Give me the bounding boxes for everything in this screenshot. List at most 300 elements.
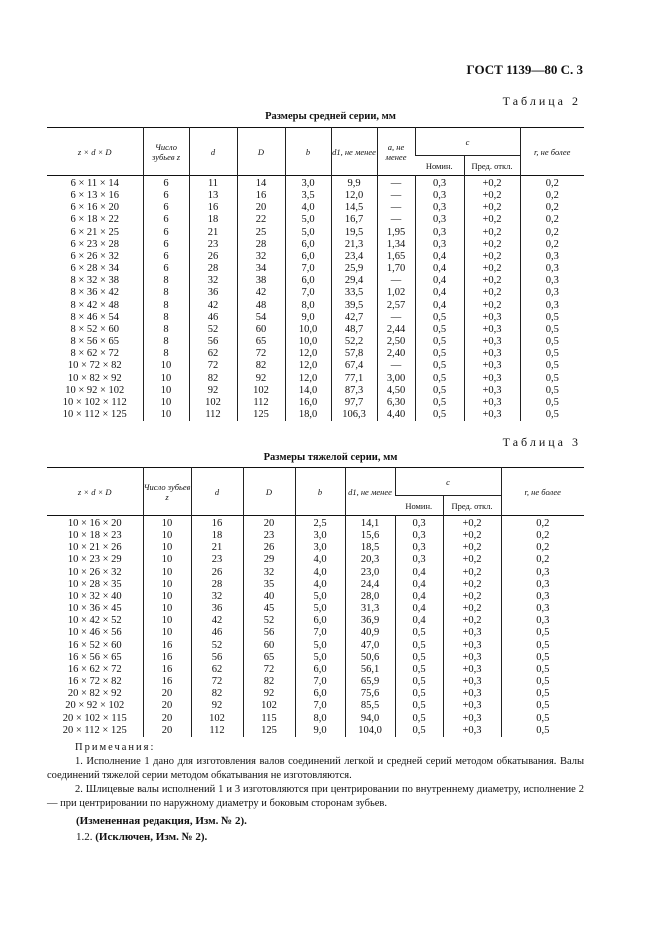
table-cell: 9,9 — [331, 176, 377, 191]
table-cell: 0,2 — [520, 190, 584, 202]
table-cell: 8 — [143, 336, 189, 348]
table-cell: 23 — [191, 554, 243, 566]
table-cell: 28 — [191, 579, 243, 591]
table-row — [47, 360, 584, 372]
table-cell: 18 — [191, 530, 243, 542]
table-cell: 0,5 — [520, 397, 584, 409]
table-cell: 6 × 26 × 32 — [70, 250, 120, 262]
table3-body — [47, 516, 584, 737]
edit-note-2-number: 1.2. — [76, 831, 93, 843]
table-cell: 12,0 — [331, 190, 377, 202]
table-cell: 10 — [143, 409, 189, 421]
table-cell: 72 — [243, 664, 295, 676]
table-cell: 28,0 — [345, 591, 395, 603]
table-cell: 72 — [189, 360, 237, 372]
table-cell: 0,2 — [501, 530, 584, 542]
table-row — [47, 567, 584, 579]
table-cell: 3,5 — [285, 190, 331, 202]
table-cell: 20 × 92 × 102 — [65, 700, 125, 712]
table-cell: 0,5 — [520, 360, 584, 372]
table-cell: 0,3 — [520, 287, 584, 299]
table-cell: 23,0 — [345, 567, 395, 579]
table-cell: 92 — [189, 385, 237, 397]
table-cell: — — [377, 360, 415, 372]
table-cell: — — [377, 312, 415, 324]
table-cell: 3,0 — [295, 542, 345, 554]
table-cell: 0,4 — [415, 263, 464, 275]
table-cell: 10 × 18 × 23 — [67, 530, 122, 542]
table-cell: 6 × 16 × 20 — [70, 202, 120, 214]
table-cell: 39,5 — [331, 300, 377, 312]
col-d: d — [189, 128, 237, 176]
table-cell: 0,5 — [395, 652, 443, 664]
table-cell: +0,3 — [443, 640, 501, 652]
table-cell: 8,0 — [285, 300, 331, 312]
table-cell: 52 — [189, 324, 237, 336]
table-cell: 7,0 — [295, 627, 345, 639]
table-cell: 7,0 — [285, 263, 331, 275]
table-cell: 20,3 — [345, 554, 395, 566]
table-cell: 8 × 62 × 72 — [70, 348, 120, 360]
table-cell: 20 × 112 × 125 — [62, 724, 127, 736]
table-cell: 6 × 18 × 22 — [70, 214, 120, 226]
table-cell: 42 — [191, 615, 243, 627]
table-cell: 102 — [237, 385, 285, 397]
table-cell: +0,2 — [443, 530, 501, 542]
table-row — [47, 409, 584, 421]
table-cell: 0,5 — [395, 725, 443, 737]
table-cell: 23,4 — [331, 251, 377, 263]
col-zdD: z × d × D — [77, 486, 112, 497]
table-cell: +0,2 — [443, 542, 501, 554]
table-cell: — — [377, 214, 415, 226]
table-cell: +0,3 — [464, 336, 520, 348]
table-cell: 52,2 — [331, 336, 377, 348]
table-cell: 6,0 — [295, 688, 345, 700]
table-cell: +0,3 — [443, 725, 501, 737]
table-cell: 0,5 — [501, 676, 584, 688]
table-cell: 10 — [143, 385, 189, 397]
table-cell: 36 — [191, 603, 243, 615]
table-cell: 19,5 — [331, 227, 377, 239]
note-1: 1. Исполнение 1 дано для изготовления валов соединений легкой и средней серий методом обкатывания. Валы соединений тяжелой серии методом обкатывания не изготовляются. — [47, 756, 584, 781]
table-cell: +0,2 — [443, 516, 501, 531]
table-cell: 0,5 — [395, 627, 443, 639]
col-c-nom: Номин. — [425, 160, 453, 171]
table-cell: +0,3 — [464, 360, 520, 372]
table-cell: 11 — [189, 176, 237, 191]
table-cell: 26 — [243, 542, 295, 554]
table-cell: 7,0 — [295, 700, 345, 712]
table-cell: 72 — [237, 348, 285, 360]
table-cell: 2,50 — [377, 336, 415, 348]
table-row — [47, 202, 584, 214]
table-cell: 65 — [237, 336, 285, 348]
table-cell: 46 — [191, 627, 243, 639]
table-cell: 1,70 — [377, 263, 415, 275]
table-cell: 7,0 — [295, 676, 345, 688]
table2 — [47, 127, 584, 421]
table-cell: 25,9 — [331, 263, 377, 275]
table-cell: 0,5 — [395, 676, 443, 688]
table-cell: 33,5 — [331, 287, 377, 299]
table-cell: 8 × 52 × 60 — [70, 323, 120, 335]
table-cell: 0,3 — [501, 603, 584, 615]
table-cell: 10 × 102 × 112 — [62, 396, 127, 408]
table-cell: 14,5 — [331, 202, 377, 214]
table-cell: 8 — [143, 275, 189, 287]
table-cell: 8 — [143, 300, 189, 312]
table-cell: +0,3 — [443, 627, 501, 639]
col-c-nom: Номин. — [405, 500, 433, 511]
table-cell: 0,5 — [415, 360, 464, 372]
table-cell: 104,0 — [345, 725, 395, 737]
table-cell: 10 × 28 × 35 — [67, 578, 122, 590]
table-cell: 72 — [191, 676, 243, 688]
table-cell: 0,2 — [501, 542, 584, 554]
table-cell: 0,5 — [395, 700, 443, 712]
table-cell: +0,3 — [443, 688, 501, 700]
table-cell: 102 — [191, 713, 243, 725]
table-cell: 82 — [189, 373, 237, 385]
table-row — [47, 542, 584, 554]
table-cell: 0,4 — [395, 591, 443, 603]
note-2: 2. Шлицевые валы исполнений 1 и 3 изготовляются при центрировании по внутреннему диаметру, исполнение 2 — при центрировании по наружному диаметру и боковым сторонам зубьев. — [47, 784, 584, 809]
table-cell: 16 — [143, 652, 191, 664]
table-cell: 16 — [189, 202, 237, 214]
table-cell: 16 × 56 × 65 — [67, 651, 122, 663]
table-cell: 0,4 — [395, 615, 443, 627]
table-cell: 6 — [143, 190, 189, 202]
notes — [47, 741, 584, 811]
table-cell: 102 — [189, 397, 237, 409]
table-cell: 45 — [243, 603, 295, 615]
table-cell: 16 — [143, 676, 191, 688]
table-cell: 5,0 — [295, 603, 345, 615]
table-cell: 6 — [143, 214, 189, 226]
table-cell: 0,5 — [501, 652, 584, 664]
table-cell: 0,5 — [415, 336, 464, 348]
table-cell: 0,3 — [520, 275, 584, 287]
table-cell: 56,1 — [345, 664, 395, 676]
table-cell: 6,0 — [285, 251, 331, 263]
table-cell: 3,0 — [295, 530, 345, 542]
table-cell: — — [377, 190, 415, 202]
table-cell: 12,0 — [285, 348, 331, 360]
table-cell: 8 × 46 × 54 — [70, 311, 120, 323]
table-cell: 0,5 — [415, 397, 464, 409]
table-cell: 0,3 — [415, 214, 464, 226]
table-cell: 10 — [143, 373, 189, 385]
table-cell: 0,5 — [395, 688, 443, 700]
table-cell: 20 — [143, 688, 191, 700]
table-cell: +0,3 — [443, 676, 501, 688]
col-d1: d1, не менее — [331, 128, 377, 176]
table-cell: 8 — [143, 324, 189, 336]
table-cell: 10 × 112 × 125 — [62, 408, 127, 420]
table-cell: 5,0 — [295, 652, 345, 664]
table-cell: 0,3 — [501, 567, 584, 579]
table-cell: 0,3 — [415, 202, 464, 214]
table-cell: 0,3 — [395, 530, 443, 542]
table-row — [47, 275, 584, 287]
table-cell: 56 — [243, 627, 295, 639]
table-cell: 20 — [143, 713, 191, 725]
table-cell: 12,0 — [285, 373, 331, 385]
table2-title: Размеры средней серии, мм — [265, 111, 396, 122]
table-cell: 10 × 92 × 102 — [65, 384, 125, 396]
table-cell: +0,3 — [464, 324, 520, 336]
table-cell: 60 — [243, 640, 295, 652]
table-cell: 4,0 — [285, 202, 331, 214]
table-cell: 15,6 — [345, 530, 395, 542]
table-cell: 0,3 — [501, 591, 584, 603]
table-cell: 21 — [189, 227, 237, 239]
table-cell: 0,5 — [501, 700, 584, 712]
table-cell: 6 — [143, 263, 189, 275]
table-cell: 0,4 — [415, 275, 464, 287]
table-cell: 5,0 — [295, 640, 345, 652]
table-cell: +0,2 — [464, 287, 520, 299]
table-cell: 0,5 — [415, 373, 464, 385]
table-cell: 2,44 — [377, 324, 415, 336]
table-row — [47, 664, 584, 676]
table-cell: 0,2 — [520, 176, 584, 191]
table-cell: 10 — [143, 579, 191, 591]
table-cell: 115 — [243, 713, 295, 725]
table-cell: +0,3 — [443, 664, 501, 676]
table-cell: 112 — [191, 725, 243, 737]
table-cell: 112 — [237, 397, 285, 409]
table-cell: 0,3 — [395, 554, 443, 566]
table-cell: 0,5 — [520, 373, 584, 385]
table-cell: 8,0 — [295, 713, 345, 725]
table-row — [47, 373, 584, 385]
table-cell: +0,2 — [464, 239, 520, 251]
table-cell: +0,2 — [464, 214, 520, 226]
table-row — [47, 725, 584, 737]
table-cell: 42 — [237, 287, 285, 299]
table-row — [47, 190, 584, 202]
table-cell: 16,0 — [285, 397, 331, 409]
table-cell: 10 — [143, 397, 189, 409]
table-cell: 0,3 — [520, 251, 584, 263]
table-cell: 6 — [143, 227, 189, 239]
table-cell: 0,2 — [501, 516, 584, 531]
table-cell: 24,4 — [345, 579, 395, 591]
table-cell: 10,0 — [285, 324, 331, 336]
table-cell: 62 — [191, 664, 243, 676]
table-cell: 6 × 21 × 25 — [70, 226, 120, 238]
table-cell: +0,2 — [464, 300, 520, 312]
table-row — [47, 579, 584, 591]
table-row — [47, 554, 584, 566]
col-a: a, не менее — [377, 128, 415, 176]
table3-label: Таблица 3 — [502, 435, 581, 449]
table-cell: 0,5 — [520, 312, 584, 324]
table-cell: 10 × 72 × 82 — [67, 360, 122, 372]
table-cell: 4,50 — [377, 385, 415, 397]
col-r: r, не более — [501, 468, 584, 516]
table-row — [47, 324, 584, 336]
table-cell: 8 — [143, 312, 189, 324]
col-zdD: z × d × D — [77, 146, 112, 157]
table-cell: 0,3 — [520, 263, 584, 275]
table-cell: +0,2 — [443, 554, 501, 566]
table-cell: +0,3 — [443, 652, 501, 664]
table-cell: 0,3 — [415, 239, 464, 251]
table-cell: 9,0 — [285, 312, 331, 324]
table-cell: — — [377, 202, 415, 214]
table-cell: 16,7 — [331, 214, 377, 226]
table-cell: 5,0 — [285, 214, 331, 226]
table-cell: 8 × 42 × 48 — [70, 299, 120, 311]
table-cell: 8 × 36 × 42 — [70, 287, 120, 299]
table-cell: 10,0 — [285, 336, 331, 348]
table-cell: 13 — [189, 190, 237, 202]
table-cell: 35 — [243, 579, 295, 591]
table-cell: 48,7 — [331, 324, 377, 336]
table-cell: 32 — [243, 567, 295, 579]
table-cell: 32 — [189, 275, 237, 287]
table-cell: +0,3 — [464, 373, 520, 385]
table-cell: 10 — [143, 554, 191, 566]
table-cell: 82 — [191, 688, 243, 700]
table-cell: 8 — [143, 287, 189, 299]
table-cell: 6 — [143, 202, 189, 214]
col-d1: d1, не менее — [345, 468, 395, 516]
table-cell: 0,5 — [395, 713, 443, 725]
table-cell: 2,40 — [377, 348, 415, 360]
table-cell: 50,6 — [345, 652, 395, 664]
table-cell: 52 — [191, 640, 243, 652]
table-cell: 10 × 46 × 56 — [67, 627, 122, 639]
table-cell: 0,2 — [501, 554, 584, 566]
table-cell: 42 — [189, 300, 237, 312]
table-cell: 6,0 — [285, 275, 331, 287]
table-row — [47, 300, 584, 312]
table-cell: 97,7 — [331, 397, 377, 409]
table-cell: 34 — [237, 263, 285, 275]
table-cell: 75,6 — [345, 688, 395, 700]
table-cell: 0,4 — [395, 567, 443, 579]
table-row — [47, 385, 584, 397]
notes-heading: Примечания: — [75, 742, 156, 753]
table-cell: +0,3 — [443, 713, 501, 725]
table-cell: 1,34 — [377, 239, 415, 251]
col-c-dev: Пред. откл. — [464, 156, 520, 176]
table-cell: 20 — [143, 725, 191, 737]
edit-note-2-text: (Исключен, Изм. № 2). — [95, 831, 208, 843]
table-cell: +0,3 — [464, 397, 520, 409]
table-row — [47, 615, 584, 627]
table-cell: 94,0 — [345, 713, 395, 725]
table-row — [47, 214, 584, 226]
table-cell: 8 × 32 × 38 — [70, 275, 120, 287]
table-cell: 16 — [143, 640, 191, 652]
table-cell: 42,7 — [331, 312, 377, 324]
table-cell: 56 — [189, 336, 237, 348]
table-cell: 46 — [189, 312, 237, 324]
table-cell: 20 × 102 × 115 — [62, 712, 127, 724]
table-cell: 0,4 — [415, 300, 464, 312]
table-cell: 5,0 — [295, 591, 345, 603]
table-cell: 0,5 — [415, 348, 464, 360]
table-cell: 85,5 — [345, 700, 395, 712]
table-cell: +0,2 — [443, 591, 501, 603]
table-row — [47, 516, 584, 531]
table-cell: +0,3 — [464, 385, 520, 397]
table-cell: 106,3 — [331, 409, 377, 421]
table-cell: +0,2 — [443, 603, 501, 615]
table-cell: 47,0 — [345, 640, 395, 652]
table-cell: 0,5 — [501, 725, 584, 737]
table-cell: 10 × 82 × 92 — [67, 372, 122, 384]
table-cell: 25 — [237, 227, 285, 239]
table-row — [47, 640, 584, 652]
table-cell: 0,5 — [520, 348, 584, 360]
table-cell: 6 × 28 × 34 — [70, 263, 120, 275]
table-row — [47, 336, 584, 348]
table-row — [47, 312, 584, 324]
table-cell: 6,30 — [377, 397, 415, 409]
table-row — [47, 688, 584, 700]
table-cell: 82 — [243, 676, 295, 688]
table-cell: 0,5 — [501, 713, 584, 725]
table-cell: 92 — [191, 700, 243, 712]
table-cell: 0,5 — [415, 409, 464, 421]
table-cell: +0,2 — [443, 579, 501, 591]
table-cell: 0,5 — [501, 640, 584, 652]
page-header: ГОСТ 1139—80 С. 3 — [466, 62, 583, 77]
table-cell: 10 — [143, 627, 191, 639]
table-cell: 0,3 — [501, 579, 584, 591]
table-cell: +0,3 — [464, 348, 520, 360]
table-cell: 0,2 — [520, 227, 584, 239]
table2-label: Таблица 2 — [502, 94, 581, 108]
table-cell: 10 × 36 × 45 — [67, 603, 122, 615]
table-cell: 77,1 — [331, 373, 377, 385]
table-cell: 4,0 — [295, 567, 345, 579]
table-cell: 48 — [237, 300, 285, 312]
table-row — [47, 676, 584, 688]
table-cell: 125 — [243, 725, 295, 737]
table-cell: 10 × 42 × 52 — [67, 615, 122, 627]
col-c: c — [395, 468, 501, 496]
table-cell: 6 × 11 × 14 — [70, 178, 119, 189]
table-cell: 8 × 56 × 65 — [70, 336, 120, 348]
table-cell: 6,0 — [285, 239, 331, 251]
col-c-dev: Пред. откл. — [443, 496, 501, 516]
table-cell: 0,3 — [395, 542, 443, 554]
table-cell: +0,2 — [464, 227, 520, 239]
table3-title: Размеры тяжелой серии, мм — [263, 452, 398, 463]
table-cell: 65,9 — [345, 676, 395, 688]
col-b: b — [285, 128, 331, 176]
table-cell: 20 — [237, 202, 285, 214]
table-cell: +0,2 — [443, 567, 501, 579]
table-cell: 6 — [143, 251, 189, 263]
col-b: b — [295, 468, 345, 516]
table-cell: 92 — [243, 688, 295, 700]
table-cell: 3,0 — [285, 176, 331, 191]
table-cell: +0,2 — [464, 275, 520, 287]
table-cell: 87,3 — [331, 385, 377, 397]
table-row — [47, 176, 584, 191]
table-cell: 21,3 — [331, 239, 377, 251]
table-cell: 21 — [191, 542, 243, 554]
table-cell: 14 — [237, 176, 285, 191]
